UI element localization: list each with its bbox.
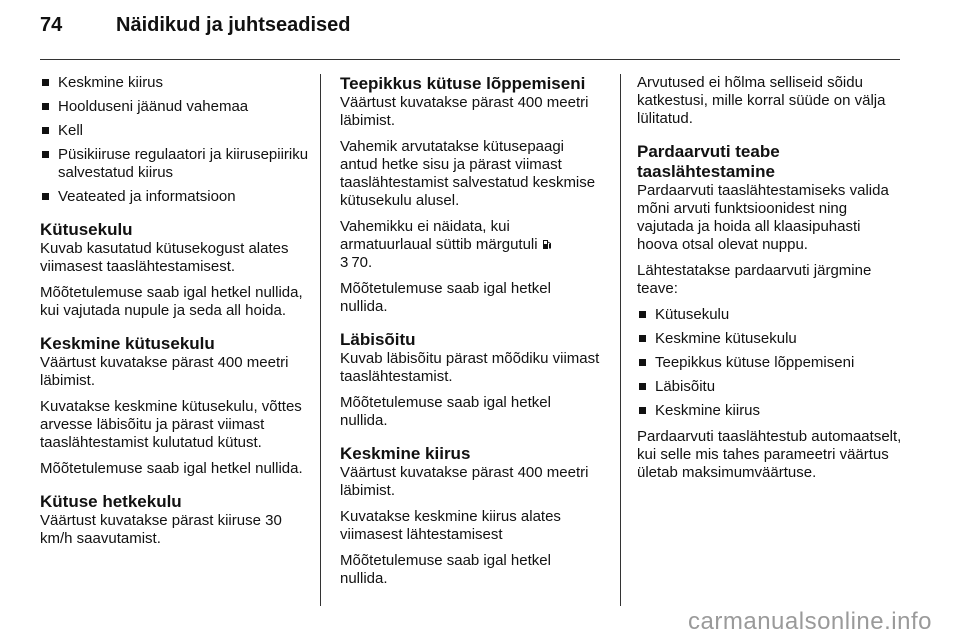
- arrow-reference-icon: 3: [340, 254, 349, 271]
- paragraph: Arvutused ei hõlma selliseid sõidu katkestusi, mille korral süüde on välja lülitatud.: [637, 74, 886, 127]
- paragraph: Väärtust kuvatakse pärast 400 meetri läbimist.: [340, 94, 589, 129]
- paragraph: Väärtust kuvatakse pärast 400 meetri läbimist.: [340, 464, 589, 499]
- paragraph-text: Vahemikku ei näidata, kui armatuurlaual süttib märgutuli: [340, 218, 538, 253]
- info-bullet-list: [40, 74, 310, 206]
- paragraph: Mõõtetulemuse saab igal hetkel nullida, kui vajutada nupule ja seda all hoida.: [40, 284, 303, 319]
- column-divider-1: [320, 74, 321, 606]
- paragraph-warning-light: [340, 218, 602, 272]
- reset-bullet-list: [637, 306, 905, 420]
- section-heading-fuel-consumption: Kütusekulu: [40, 220, 133, 239]
- page-title: Näidikud ja juhtseadised: [116, 14, 351, 36]
- bullet-item: Kell: [40, 122, 310, 140]
- paragraph: Mõõtetulemuse saab igal hetkel nullida.: [340, 280, 551, 315]
- column-1: [40, 74, 310, 556]
- paragraph: Väärtust kuvatakse pärast 400 meetri läbimist.: [40, 354, 289, 389]
- bullet-item: Keskmine kiirus: [40, 74, 310, 92]
- paragraph: Kuvab läbisõitu pärast mõõdiku viimast taaslähtestamist.: [340, 350, 600, 385]
- bullet-item: Teepikkus kütuse lõppemiseni: [637, 354, 905, 372]
- paragraph: Vahemik arvutatakse kütusepaagi antud hetke sisu ja pärast viimast taaslähtestamist salvestatud keskmise kütusekulu alusel.: [340, 138, 596, 209]
- bullet-item: Kütusekulu: [637, 306, 905, 324]
- paragraph: Kuvatakse keskmine kiirus alates viimasest lähtestamisest: [340, 508, 561, 543]
- section-heading-instant-consumption: Kütuse hetkekulu: [40, 492, 182, 511]
- bullet-item: Hoolduseni jäänud vahemaa: [40, 98, 310, 116]
- header-rule: [40, 59, 900, 60]
- page-number: 74: [40, 14, 63, 36]
- paragraph: Pardaarvuti taaslähtestub automaatselt, kui selle mis tahes parameetri väärtus ületab maksimumväärtuse.: [637, 428, 902, 481]
- section-heading-range: Teepikkus kütuse lõppemiseni: [340, 74, 586, 93]
- section-heading-distance: Läbisõitu: [340, 330, 416, 349]
- section-heading-average-consumption: Keskmine kütusekulu: [40, 334, 215, 353]
- paragraph: Kuvab kasutatud kütusekogust alates viimasest taaslähtestamisest.: [40, 240, 289, 275]
- paragraph: Mõõtetulemuse saab igal hetkel nullida.: [340, 394, 551, 429]
- bullet-item: Läbisõitu: [637, 378, 905, 396]
- fuel-pump-icon: [542, 239, 552, 250]
- paragraph: Pardaarvuti taaslähtestamiseks valida mõni arvuti funktsioonidest ning vajutada ja hoida all klaasipuhasti hoova otsal olevat nuppu.: [637, 182, 889, 253]
- watermark: carmanualsonline.info: [688, 608, 932, 635]
- section-heading-average-speed: Keskmine kiirus: [340, 444, 471, 463]
- column-2: [340, 74, 602, 596]
- column-divider-2: [620, 74, 621, 606]
- paragraph: Väärtust kuvatakse pärast kiiruse 30 km/h saavutamist.: [40, 512, 282, 547]
- paragraph: Mõõtetulemuse saab igal hetkel nullida.: [340, 552, 551, 587]
- bullet-item: Keskmine kütusekulu: [637, 330, 905, 348]
- bullet-item: Keskmine kiirus: [637, 402, 905, 420]
- paragraph: Mõõtetulemuse saab igal hetkel nullida.: [40, 460, 303, 477]
- bullet-item: Veateated ja informatsioon: [40, 188, 310, 206]
- bullet-item: Püsikiiruse regulaatori ja kiirusepiiriku salvestatud kiirus: [40, 146, 310, 182]
- paragraph: Lähtestatakse pardaarvuti järgmine teave:: [637, 262, 872, 297]
- page-reference: 70.: [351, 254, 373, 271]
- column-3: [637, 74, 905, 490]
- section-heading-reset: Pardaarvuti teabe taaslähtestamine: [637, 142, 780, 181]
- paragraph: Kuvatakse keskmine kütusekulu, võttes arvesse läbisõitu ja pärast viimast taaslähtestamist kulutatud kütust.: [40, 398, 302, 451]
